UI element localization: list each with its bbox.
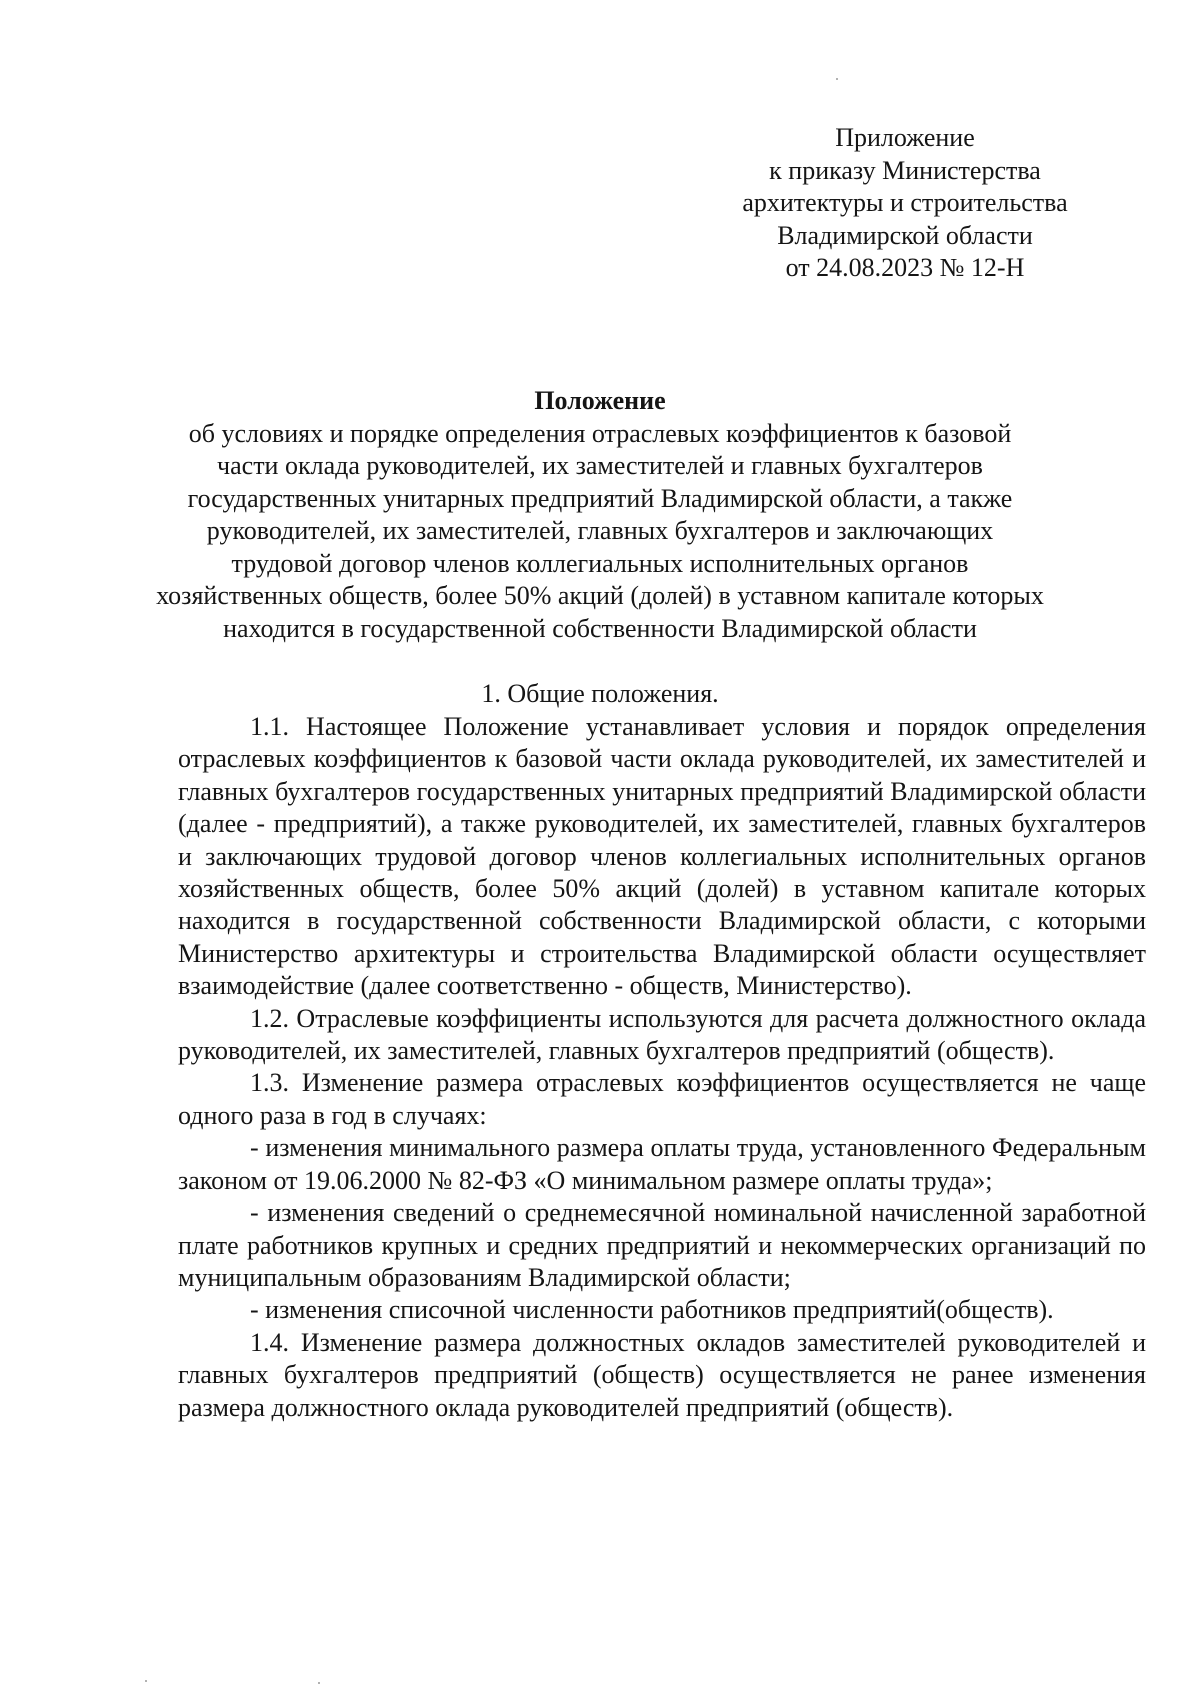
scan-speck xyxy=(318,1682,320,1684)
document-subtitle-line: руководителей, их заместителей, главных бухгалтеров и заключающих xyxy=(206,516,994,545)
document-subtitle-line: хозяйственных обществ, более 50% акций (долей) в уставном капитале которых xyxy=(156,581,1044,610)
scan-speck xyxy=(836,78,838,80)
document-subtitle-line: находится в государственной собственности Владимирской области xyxy=(223,613,977,643)
scan-speck xyxy=(145,1680,147,1682)
paragraph-1-3: 1.3. Изменение размера отраслевых коэффициентов осуществляется не чаще одного раза в год в случаях: xyxy=(178,1068,1146,1130)
document-subtitle-line: части оклада руководителей, их заместителей и главных бухгалтеров xyxy=(217,451,983,480)
document-subtitle-line: трудовой договор членов коллегиальных исполнительных органов xyxy=(231,548,969,578)
bullet-item: - изменения сведений о среднемесячной номинальной начисленной заработной плате работников крупных и средних предприятий и некоммерческих организаций по муниципальным образованиям Владимирской области; xyxy=(178,1198,1146,1292)
appendix-line: Владимирской области xyxy=(777,220,1033,250)
appendix-block xyxy=(690,122,1120,285)
appendix-line: от 24.08.2023 № 12-Н xyxy=(785,253,1025,282)
section-heading: 1. Общие положения. xyxy=(481,679,719,708)
bullet-item: - изменения списочной численности работников предприятий(обществ). xyxy=(250,1295,1054,1325)
appendix-line: к приказу Министерства xyxy=(769,155,1041,185)
document-subtitle-line: государственных унитарных предприятий Владимирской области, а также xyxy=(187,483,1013,513)
paragraph-1-1: 1.1. Настоящее Положение устанавливает условия и порядок определения отраслевых коэффициентов к базовой части оклада руководителей, их заместителей и главных бухгалтеров государственных унитарных предприятий Владимирской области (далее - предприятий), а также руководителей, их заместителей, главных бухгалтеров и заключающих трудовой договор членов коллегиальных исполнительных органов хозяйственных обществ, более 50% акций (долей) в уставном капитале которых находится в государственной собственности Владимирской области, с которыми Министерство архитектуры и строительства Владимирской области осуществляет взаимодействие (далее соответственно - обществ, Министерство). xyxy=(178,712,1146,1001)
section-body xyxy=(178,711,1146,1424)
paragraph-1-4: 1.4. Изменение размера должностных окладов заместителей руководителей и главных бухгалтеров предприятий (обществ) осуществляется не ранее изменения размера должностного оклада руководителей предприятий (обществ). xyxy=(178,1327,1146,1422)
paragraph-1-2: 1.2. Отраслевые коэффициенты используются для расчета должностного оклада руководителей, их заместителей, главных бухгалтеров предприятий (обществ). xyxy=(178,1003,1146,1066)
document-title: Положение xyxy=(534,386,666,415)
document-title-block xyxy=(150,385,1050,645)
appendix-line: архитектуры и строительства xyxy=(742,188,1068,217)
document-subtitle-line: об условиях и порядке определения отраслевых коэффициентов к базовой xyxy=(188,418,1012,448)
appendix-line: Приложение xyxy=(835,123,975,152)
bullet-item: - изменения минимального размера оплаты труда, установленного Федеральным законом от 19.06.2000 № 82-ФЗ «О минимальном размере оплаты труда»; xyxy=(178,1133,1146,1195)
